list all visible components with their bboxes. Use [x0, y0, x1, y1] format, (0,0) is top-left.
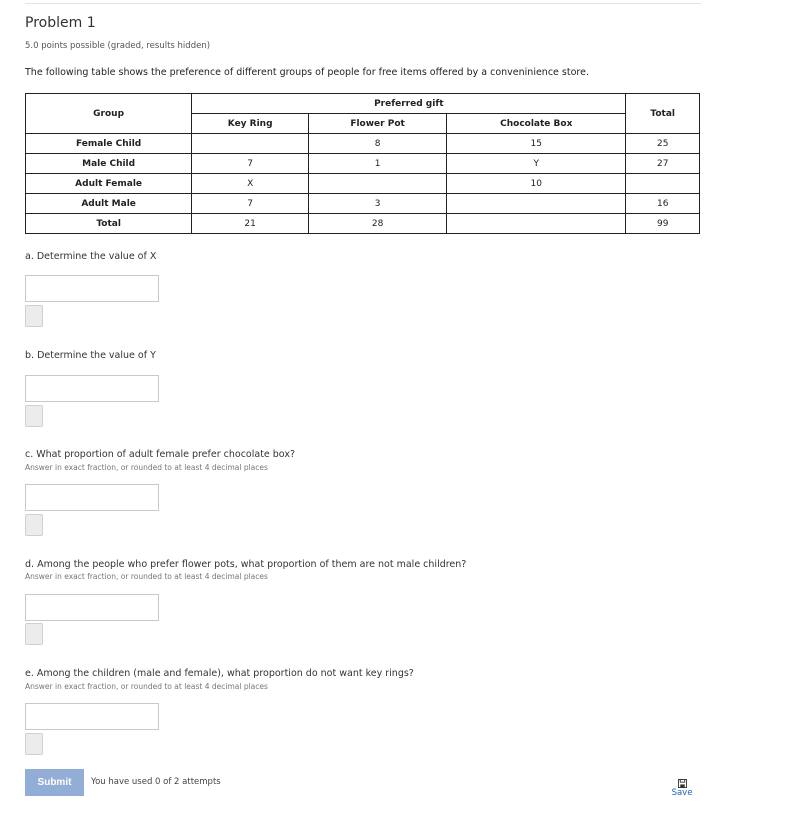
question-d-text: d. Among the people who prefer flower pots, what proportion of them are not male children? — [25, 559, 467, 570]
table-cell — [447, 214, 626, 234]
table-cell: 8 — [309, 134, 447, 154]
preference-table — [25, 93, 700, 234]
problem-title: Problem 1 — [25, 15, 96, 31]
check-e-button[interactable] — [25, 733, 43, 755]
table-row — [26, 154, 700, 174]
points-info: 5.0 points possible (graded, results hidden) — [25, 41, 211, 51]
check-c-button[interactable] — [25, 514, 43, 536]
question-c-hint: Answer in exact fraction, or rounded to at least 4 decimal places — [25, 463, 268, 472]
flower-pot-header: Flower Pot — [309, 114, 447, 134]
answer-b-input[interactable] — [25, 375, 159, 402]
table-cell: 21 — [192, 214, 309, 234]
row-label: Female Child — [26, 134, 192, 154]
answer-a-input[interactable] — [25, 275, 159, 302]
question-a-text: a. Determine the value of X — [25, 251, 157, 262]
chocolate-box-header: Chocolate Box — [447, 114, 626, 134]
row-label: Adult Male — [26, 194, 192, 214]
table-cell: 7 — [192, 194, 309, 214]
problem-intro: The following table shows the preference of different groups of people for free items offered by a conveninience store. — [25, 67, 589, 78]
key-ring-header: Key Ring — [192, 114, 309, 134]
table-cell: Y — [447, 154, 626, 174]
table-cell: 27 — [626, 154, 700, 174]
table-cell — [626, 174, 700, 194]
attempts-text: You have used 0 of 2 attempts — [91, 777, 221, 787]
table-cell — [192, 134, 309, 154]
row-label: Total — [26, 214, 192, 234]
answer-e-input[interactable] — [25, 703, 159, 730]
answer-c-input[interactable] — [25, 484, 159, 511]
table-row — [26, 134, 700, 154]
group-header: Group — [26, 94, 192, 134]
total-header: Total — [626, 94, 700, 134]
question-d-hint: Answer in exact fraction, or rounded to at least 4 decimal places — [25, 572, 268, 581]
question-e-text: e. Among the children (male and female), what proportion do not want key rings? — [25, 668, 414, 679]
table-row-total — [26, 214, 700, 234]
table-cell — [447, 194, 626, 214]
table-cell: X — [192, 174, 309, 194]
check-b-button[interactable] — [25, 405, 43, 427]
top-divider — [25, 3, 701, 4]
row-label: Male Child — [26, 154, 192, 174]
check-a-button[interactable] — [25, 305, 43, 327]
table-cell: 16 — [626, 194, 700, 214]
submit-button[interactable]: Submit — [25, 769, 84, 796]
table-cell: 10 — [447, 174, 626, 194]
preferred-gift-header: Preferred gift — [192, 94, 626, 114]
table-cell: 15 — [447, 134, 626, 154]
table-cell: 1 — [309, 154, 447, 174]
table-cell: 25 — [626, 134, 700, 154]
table-cell: 99 — [626, 214, 700, 234]
save-icon — [678, 779, 687, 788]
save-label: Save — [671, 788, 693, 798]
row-label: Adult Female — [26, 174, 192, 194]
question-b-text: b. Determine the value of Y — [25, 350, 156, 361]
question-e-hint: Answer in exact fraction, or rounded to at least 4 decimal places — [25, 682, 268, 691]
table-cell: 3 — [309, 194, 447, 214]
table-cell — [309, 174, 447, 194]
table-cell: 7 — [192, 154, 309, 174]
question-c-text: c. What proportion of adult female prefer chocolate box? — [25, 449, 295, 460]
table-row — [26, 174, 700, 194]
check-d-button[interactable] — [25, 623, 43, 645]
save-button[interactable] — [670, 779, 694, 798]
table-row — [26, 194, 700, 214]
answer-d-input[interactable] — [25, 594, 159, 621]
table-cell: 28 — [309, 214, 447, 234]
